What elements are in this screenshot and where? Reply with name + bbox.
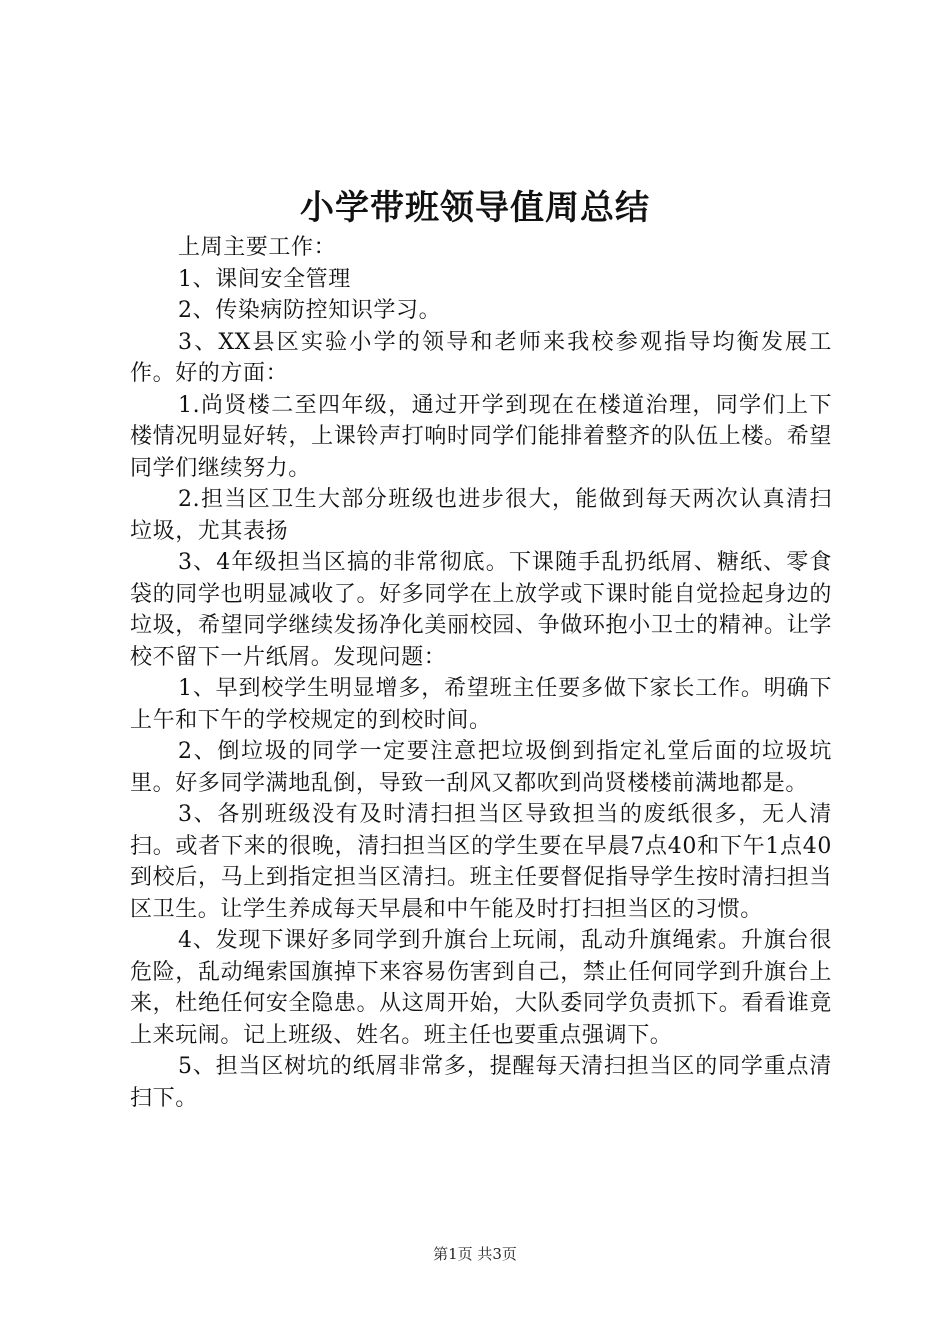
paragraph-issue-1: 1、早到校学生明显增多，希望班主任要多做下家长工作。明确下上午和下午的学校规定的到校时间。: [130, 676, 832, 733]
paragraph-heading-last-week: 上周主要工作：: [178, 235, 337, 260]
paragraph-good-1: 1.尚贤楼二至四年级，通过开学到现在在楼道治理，同学们上下楼情况明显好转，上课铃声打响时同学们能排着整齐的队伍上楼。希望同学们继续努力。: [130, 392, 832, 481]
paragraph-good-2: 2.担当区卫生大部分班级也进步很大，能做到每天两次认真清扫垃圾，尤其表扬: [130, 487, 832, 544]
paragraph-issue-5: 5、担当区树坑的纸屑非常多，提醒每天清扫担当区的同学重点清扫下。: [130, 1054, 832, 1111]
paragraph-item-3: 3、XX县区实验小学的领导和老师来我校参观指导均衡发展工作。好的方面：: [130, 329, 832, 386]
paragraph-good-3: 3、4年级担当区搞的非常彻底。下课随手乱扔纸屑、糖纸、零食袋的同学也明显减收了。好多同学在上放学或下课时能自觉捡起身边的垃圾，希望同学继续发扬净化美丽校园、争做环抱小卫士的精神。让学校不留下一片纸屑。发现问题：: [130, 550, 832, 670]
page-number-footer: 第1页 共3页: [433, 1245, 517, 1263]
paragraph-issue-3: 3、各别班级没有及时清扫担当区导致担当的废纸很多，无人清扫。或者下来的很晚，清扫担当区的学生要在早晨7点40和下午1点40到校后，马上到指定担当区清扫。班主任要督促指导学生按时清扫担当区卫生。让学生养成每天早晨和中午能及时打扫担当区的习惯。: [130, 802, 832, 922]
paragraph-item-2: 2、传染病防控知识学习。: [178, 298, 442, 323]
document-body: [130, 232, 832, 1114]
paragraph-item-1: 1、课间安全管理: [178, 266, 351, 292]
document-title: 小学带班领导值周总结: [300, 188, 650, 228]
paragraph-issue-4: 4、发现下课好多同学到升旗台上玩闹，乱动升旗绳索。升旗台很危险，乱动绳索国旗掉下来容易伤害到自己，禁止任何同学到升旗台上来，杜绝任何安全隐患。从这周开始，大队委同学负责抓下。看看谁竟上来玩闹。记上班级、姓名。班主任也要重点强调下。: [130, 928, 832, 1048]
paragraph-issue-2: 2、倒垃圾的同学一定要注意把垃圾倒到指定礼堂后面的垃圾坑里。好多同学满地乱倒，导致一刮风又都吹到尚贤楼楼前满地都是。: [130, 739, 832, 796]
